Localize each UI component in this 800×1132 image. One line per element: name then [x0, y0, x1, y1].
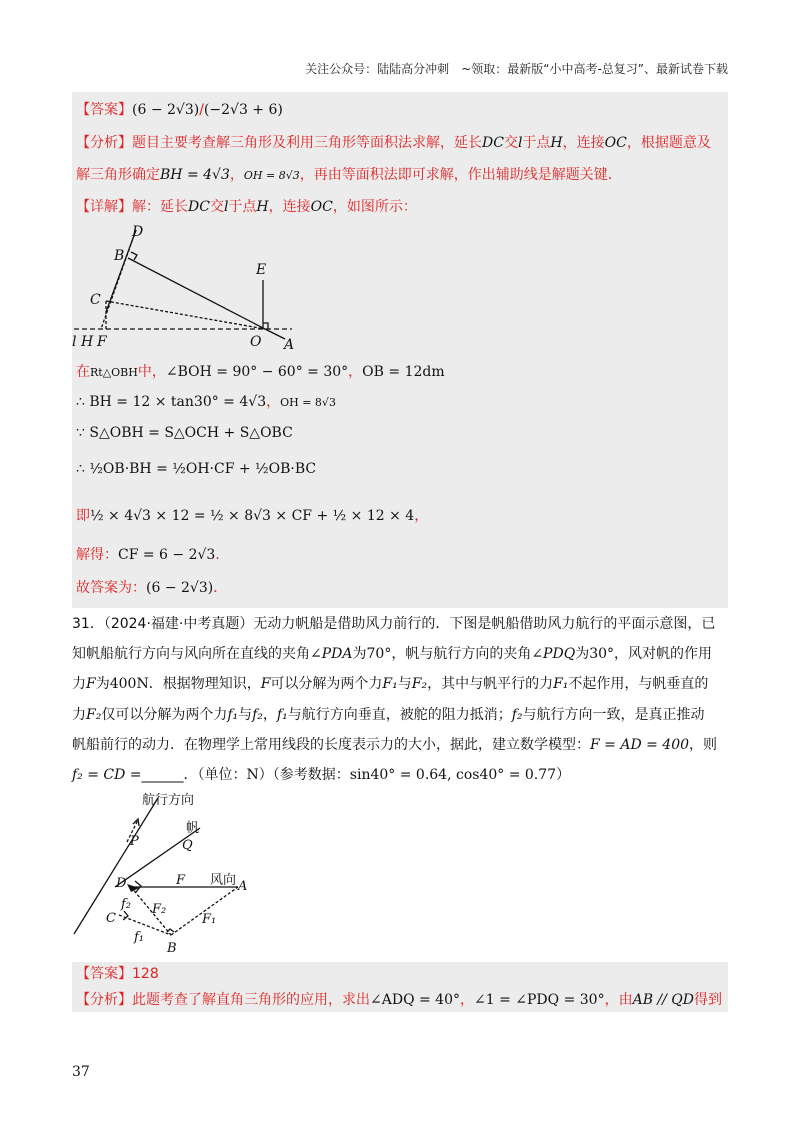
math-f1: f₁	[227, 707, 239, 723]
label-heading: 航行方向	[142, 793, 195, 808]
q-text: 与	[238, 707, 253, 723]
math-oh: OH = 8√3	[280, 396, 336, 409]
math-f2-CD: f₂ = CD =	[72, 767, 142, 783]
math-cf-result: CF = 6 − 2√3	[118, 547, 216, 563]
detail-text: 解：延长	[132, 199, 188, 215]
label-A: A	[238, 879, 248, 894]
question-31-line-3	[72, 674, 708, 694]
q-text: ，风对帆的作用	[614, 646, 713, 662]
detail-label: 【详解】	[76, 199, 132, 215]
label-C: C	[106, 911, 116, 926]
q-text: 不起作用，与帆垂直的	[568, 676, 709, 692]
label-C: C	[90, 292, 101, 308]
math-ob: OB = 12dm	[362, 364, 445, 380]
analysis-text: 交	[503, 135, 518, 151]
question-31-line-4	[72, 705, 705, 725]
label-f2: f₂	[121, 897, 132, 912]
math-OC: OC	[310, 199, 333, 215]
label-wind: 风向	[210, 873, 237, 888]
line-CO	[106, 301, 265, 329]
q-text: 为	[95, 676, 110, 692]
analysis-text: ，根据题意及	[626, 135, 711, 151]
line-sail	[115, 828, 200, 887]
analysis-text: ，再由等面积法即可求解，作出辅助线是解题关键．	[299, 167, 622, 183]
math-BH: BH = 4√3	[160, 167, 230, 183]
label-Q: Q	[182, 838, 193, 853]
q-text: 帆船前行的动力．在物理学上常用线段的长度表示力的大小，据此，建立数学模型：	[72, 737, 590, 753]
label-P: P	[130, 834, 139, 849]
step-text: ，	[348, 364, 363, 380]
math-l: l	[223, 199, 229, 215]
step-line-4	[76, 459, 316, 479]
analysis-text: 解三角形确定	[76, 167, 160, 183]
answer-label: 【答案】	[76, 966, 132, 982]
q-text: ，帆与航行方向的夹角	[391, 646, 532, 662]
analysis-text: ，	[229, 167, 244, 183]
q-text: 可以分解为两个力	[270, 676, 383, 692]
q-text: 与航行方向一致，是真正推动	[522, 707, 705, 723]
label-l: l	[72, 334, 77, 350]
math-area-equation: ∵ S△OBH = S△OCH + S△OBC	[76, 425, 293, 441]
q-text: ，则	[689, 737, 718, 753]
label-O: O	[250, 334, 262, 350]
analysis-label: 【分析】	[76, 135, 132, 151]
answer-math-1: (6 − 2√3)	[132, 102, 200, 118]
math-F2: F₂	[411, 676, 428, 692]
answer-line-30	[76, 100, 283, 120]
step-text: ．	[215, 547, 230, 563]
q-text: ．（单位：	[183, 767, 247, 783]
step-line-1	[76, 362, 445, 383]
analysis-text: 此题考查了解直角三角形的应用，求出	[132, 992, 370, 1008]
detail-line	[76, 197, 417, 217]
page-number: 37	[72, 1064, 90, 1080]
label-A: A	[284, 337, 295, 352]
math-DC: DC	[482, 135, 504, 151]
question-text: 31．（2024·福建·中考真题）无动力帆船是借助风力前行的．下图是帆船借助风力航行的平面示意图，已	[72, 616, 716, 632]
step-text: 在	[76, 364, 90, 380]
answer-label: 【答案】	[76, 102, 132, 118]
right-angle-B	[131, 252, 137, 260]
answer-line-31	[76, 964, 159, 984]
math-f2: f₂	[511, 707, 523, 723]
step-line-3	[76, 423, 293, 443]
math-30deg: 30°	[589, 646, 615, 662]
label-E: E	[256, 262, 267, 278]
math-F: F	[260, 676, 271, 692]
detail-text: 于点	[228, 199, 257, 215]
math-reference-data: sin40° = 0.64, cos40° = 0.77	[349, 767, 557, 783]
math-F: F	[86, 676, 96, 692]
label-f1: f₁	[134, 930, 145, 945]
math-f1: f₁	[276, 707, 288, 723]
label-D: D	[132, 224, 144, 240]
math-DC: DC	[188, 199, 210, 215]
answer-value: 128	[132, 966, 159, 982]
q-text: 知帆船航行方向与风向所在直线的夹角	[72, 646, 310, 662]
line-BA	[171, 887, 238, 935]
question-31-line-6	[72, 765, 570, 785]
step-text: 中，	[137, 364, 166, 380]
detail-text: ，如图所示：	[332, 199, 417, 215]
page-header: 关注公众号：陆陆高分冲刺 ~领取：最新版“小中高考-总复习”、最新试卷下载	[305, 62, 728, 76]
analysis-text: 得到	[694, 992, 723, 1008]
step-line-6	[76, 545, 229, 565]
step-text: 解得：	[76, 547, 118, 563]
math-F-AD: F = AD = 400	[590, 737, 690, 753]
analysis-line-2	[76, 165, 622, 186]
answer-separator: /	[199, 102, 204, 118]
right-angle-B	[167, 929, 174, 932]
analysis-text: 于点	[522, 135, 551, 151]
analysis-text: ，由	[604, 992, 633, 1008]
q-text: 仅可以分解为两个力	[101, 707, 228, 723]
math-final-answer: (6 − 2√3)	[146, 580, 214, 596]
math-angle-adq: ∠ADQ = 40°	[370, 992, 460, 1008]
math-half-products: ∴ ½OB·BH = ½OH·CF + ½OB·BC	[76, 461, 317, 477]
math-F1: F₁	[382, 676, 398, 692]
math-angle-pda: ∠PDA	[310, 646, 353, 662]
arrow-P-head	[133, 819, 139, 826]
q-text: 为	[575, 646, 590, 662]
question-31-line-1	[72, 614, 715, 634]
sailboat-force-diagram	[70, 792, 250, 962]
line-BC	[106, 230, 136, 312]
step-text: 即	[76, 508, 90, 524]
answer-blank: ______	[141, 767, 184, 783]
math-bh-calc: ∴ BH = 12 × tan30° = 4√3	[76, 394, 267, 410]
math-H: H	[256, 199, 269, 215]
q-text: 与	[397, 676, 412, 692]
question-31-line-5	[72, 735, 717, 755]
math-substitution: ½ × 4√3 × 12 = ½ × 8√3 × CF + ½ × 12 × 4	[90, 508, 415, 524]
math-F2: F₂	[86, 707, 102, 723]
label-H: H	[81, 334, 94, 350]
math-angle-boh: ∠BOH = 90° − 60° = 30°	[165, 364, 349, 380]
q-text: ）	[556, 767, 571, 783]
step-text: 故答案为：	[76, 580, 146, 596]
step-text: ．	[213, 580, 228, 596]
analysis-line-31	[76, 990, 722, 1010]
label-B: B	[114, 248, 125, 264]
answer-math-2: (−2√3 + 6)	[203, 102, 283, 118]
detail-text: 交	[209, 199, 224, 215]
step-text: ，	[266, 394, 281, 410]
line-BO	[128, 258, 265, 329]
geometry-figure-1	[70, 222, 310, 352]
math-OC: OC	[604, 135, 627, 151]
analysis-label: 【分析】	[76, 992, 132, 1008]
analysis-line-1	[76, 133, 711, 153]
math-70deg: 70°	[366, 646, 392, 662]
math-400N: 400N	[109, 676, 149, 692]
question-31-line-2	[72, 644, 712, 664]
q-text: 与航行方向垂直，被舵的阻力抵消；	[287, 707, 512, 723]
q-text: ）（参考数据：	[258, 767, 350, 783]
label-F: F	[176, 873, 186, 888]
q-text: 为	[352, 646, 367, 662]
step-line-5	[76, 506, 428, 526]
label-sail: 帆	[186, 821, 200, 836]
math-l: l	[517, 135, 523, 151]
math-angle-1: ∠1 = ∠PDQ = 30°	[474, 992, 605, 1008]
label-B: B	[167, 941, 177, 956]
step-line-7	[76, 578, 227, 598]
analysis-text: ，	[460, 992, 474, 1008]
label-F2: F₂	[152, 902, 167, 917]
math-F1: F₁	[553, 676, 569, 692]
right-angle-C	[123, 911, 128, 920]
line-CB	[119, 915, 171, 935]
q-text: ，	[262, 707, 277, 723]
math-f2: f₂	[252, 707, 263, 723]
analysis-text: ，连接	[562, 135, 605, 151]
math-parallel: AB // QD	[632, 992, 695, 1008]
label-F1: F₁	[202, 912, 217, 927]
q-text: ，其中与帆平行的力	[427, 676, 554, 692]
math-H: H	[550, 135, 563, 151]
q-text: 力	[72, 707, 86, 723]
math-angle-pdq: ∠PDQ	[531, 646, 576, 662]
q-text: 力	[72, 676, 86, 692]
math-OH: OH = 8√3	[243, 169, 300, 182]
q-text: ．根据物理知识，	[148, 676, 261, 692]
step-line-2	[76, 392, 336, 413]
line-OA	[265, 329, 285, 339]
label-F: F	[97, 334, 107, 350]
label-D: D	[116, 876, 127, 891]
math-rt-obh: Rt△OBH	[90, 366, 138, 379]
analysis-text: 题目主要考查解三角形及利用三角形等面积法求解，延长	[132, 135, 482, 151]
step-text: ，	[414, 508, 429, 524]
math-N: N	[246, 767, 259, 783]
detail-text: ，连接	[268, 199, 311, 215]
